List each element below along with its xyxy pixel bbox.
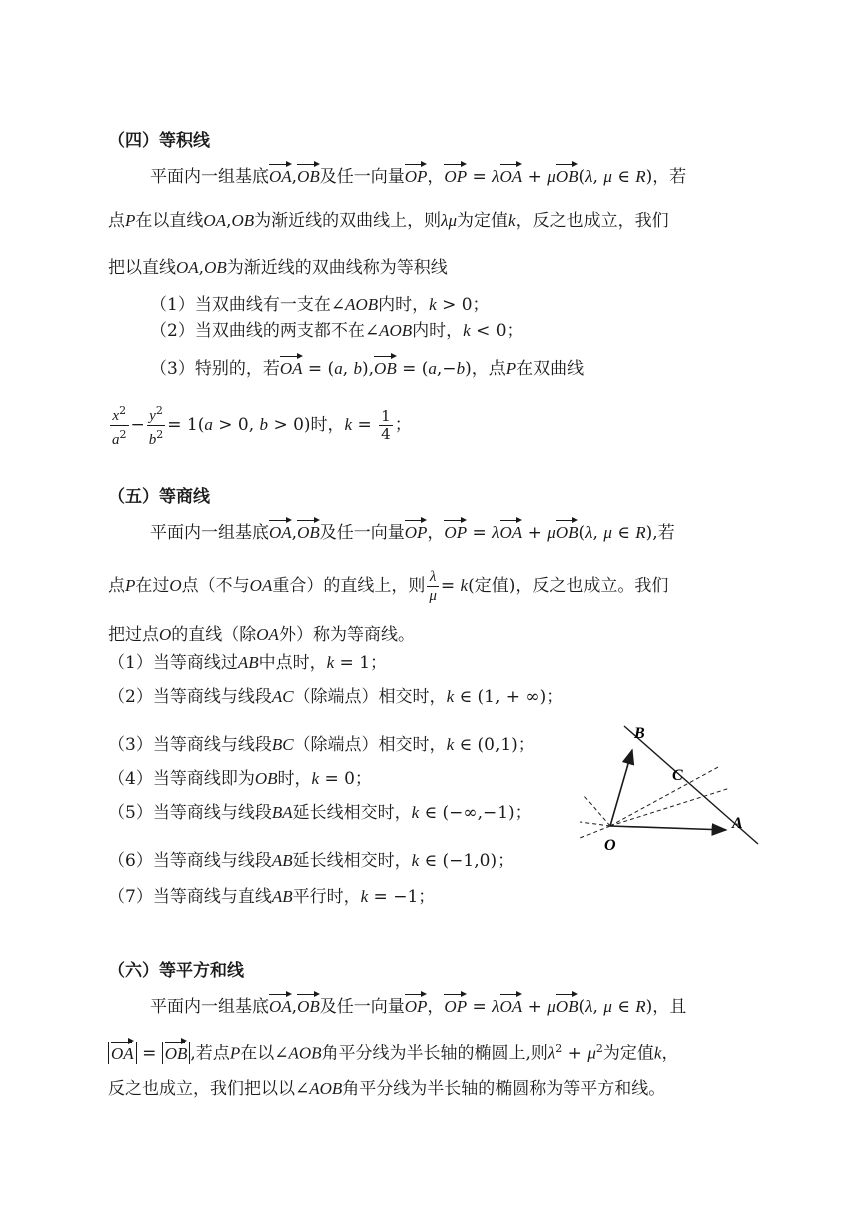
label-b: B — [634, 725, 645, 742]
section-5-heading: （五）等商线 — [108, 487, 210, 507]
section-6-heading: （六）等平方和线 — [108, 961, 244, 981]
ray-dashed-3 — [584, 796, 610, 826]
vector-ob — [610, 750, 632, 826]
sec6-paragraph-line-2: OA = OB ,若点P在以∠AOB角平分线为半长轴的椭圆上,则$\lambda^2 + \mu^2$为定值k， — [108, 1038, 678, 1065]
sec5-paragraph-line-3: 把过点O的直线（除OA外）称为等商线。 — [108, 625, 415, 645]
sec5-paragraph-line-2: 点P在过O点（不与OA重合）的直线上，则 $\frac{\lambda}{\mu}$ = k(定值)，反之也成立。我们 — [108, 569, 669, 604]
label-o: O — [604, 837, 616, 854]
label-a: A — [732, 815, 743, 832]
sec5-item-7: （7）当等商线与直线AB平行时，k = −1； — [108, 887, 436, 907]
vector-oa — [610, 826, 726, 830]
sec4-item-2: （2）当双曲线的两支都不在∠AOB内时，k < 0； — [150, 321, 524, 341]
sec5-item-4: （4）当等商线即为OB时，k = 0； — [108, 769, 372, 789]
sec4-paragraph-line-3: 把以直线OA,OB为渐近线的双曲线称为等积线 — [108, 258, 448, 278]
section-4-heading: （四）等积线 — [108, 131, 210, 151]
sec5-item-6: （6）当等商线与线段AB延长线相交时，k ∈ (−1,0)； — [108, 851, 515, 871]
sec6-paragraph-line-3: 反之也成立，我们把以以∠AOB角平分线为半长轴的椭圆称为等平方和线。 — [108, 1079, 666, 1099]
label-c: C — [672, 767, 683, 784]
sec5-item-3: （3）当等商线与线段BC（除端点）相交时，k ∈ (0,1)； — [108, 735, 535, 755]
sec5-paragraph-line-1: 平面内一组基底OA,OB及任一向量OP，OP = λOA + μOB(λ, μ ∈ R),若 — [150, 520, 675, 544]
ray-dashed-4 — [580, 822, 610, 826]
sec5-item-5: （5）当等商线与线段BA延长线相交时，k ∈ (−∞,−1)； — [108, 803, 532, 823]
sec4-paragraph-line-1: 平面内一组基底OA,OB及任一向量OP，OP = λOA + μOB(λ, μ ∈ R)，若 — [150, 164, 686, 188]
sec4-item-3: （3）特别的，若OA = (a, b),OB = (a,−b)，点P在双曲线 — [150, 356, 584, 380]
ray-dashed-2 — [610, 788, 730, 826]
sec6-paragraph-line-1: 平面内一组基底OA,OB及任一向量OP，OP = λOA + μOB(λ, μ ∈ R)，且 — [150, 994, 686, 1018]
sec4-paragraph-line-2: 点P在以直线OA,OB为渐近线的双曲线上，则λμ为定值k，反之也成立，我们 — [108, 211, 669, 231]
sec5-item-2: （2）当等商线与线段AC（除端点）相交时，k ∈ (1, + ∞)； — [108, 687, 564, 707]
vector-diagram — [580, 720, 780, 860]
sec5-item-1: （1）当等商线过AB中点时，k = 1； — [108, 653, 388, 673]
sec4-item-1: （1）当双曲线有一支在∠AOB内时，k > 0； — [150, 295, 490, 315]
sec4-hyperbola-equation: $\frac{x^2}{a^2}$ − $\frac{y^2}{b^2}$ = 1(a > 0, b > 0)时，k = $\frac{1}{4}$ ； — [112, 404, 412, 448]
